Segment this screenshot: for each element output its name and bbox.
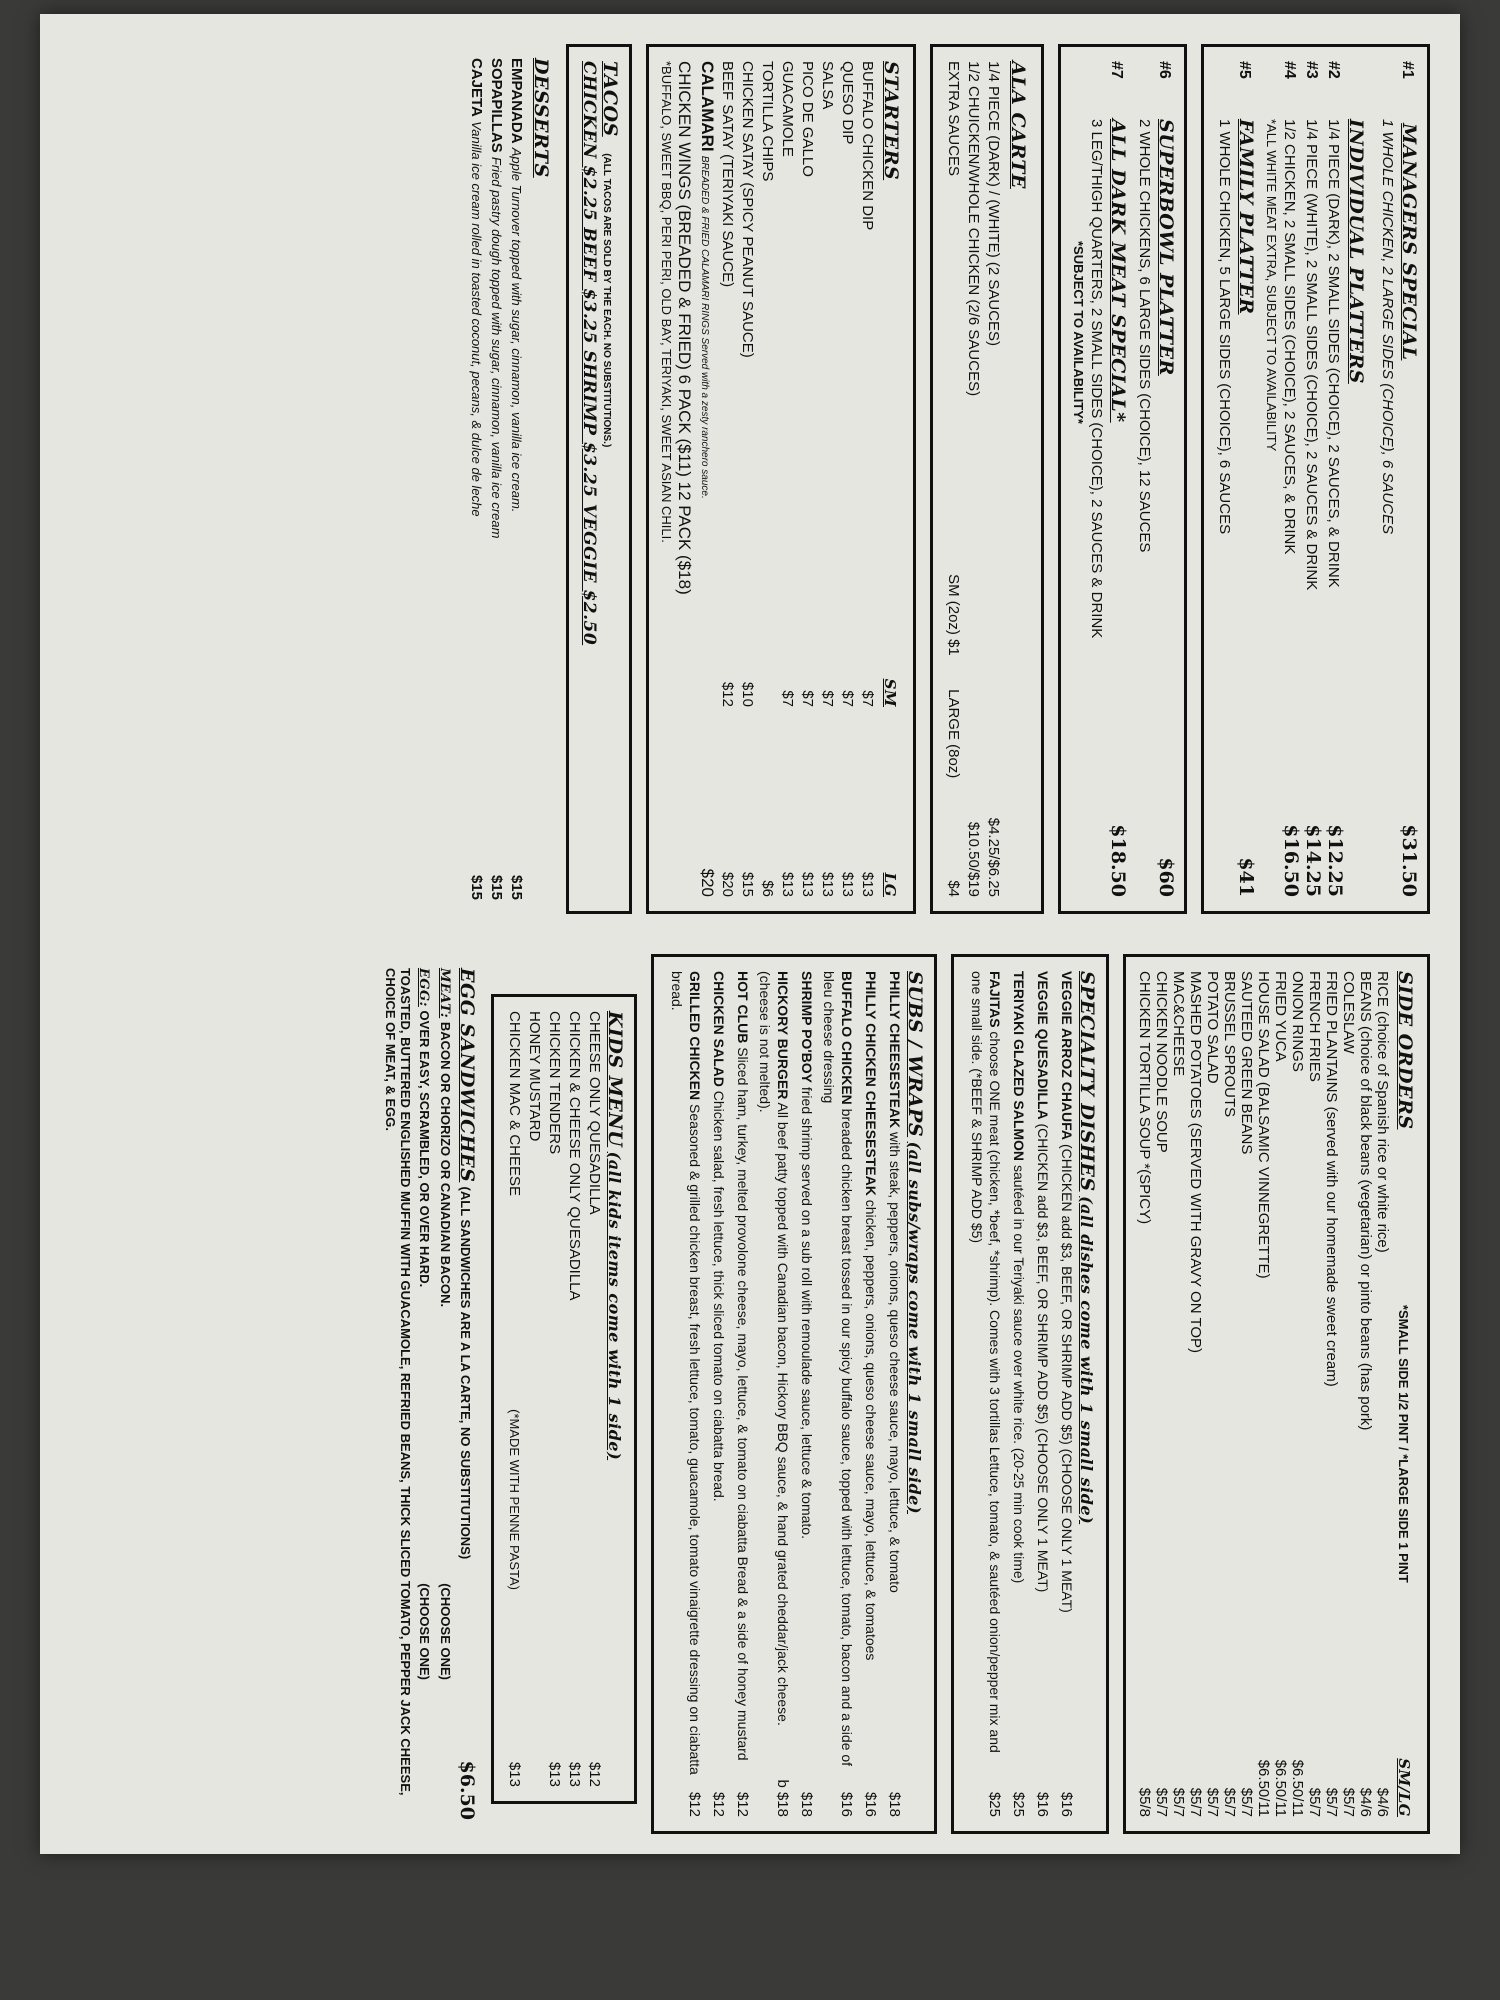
subs-list	[668, 971, 904, 1817]
starter-name: SALSA	[819, 61, 836, 110]
starter-sm-price: $12	[719, 681, 736, 707]
starter-lg-price: $13	[839, 871, 856, 897]
family-desc: 1 WHOLE CHICKEN, 5 LARGE SIDES (CHOICE), 6 SAUCES	[1216, 119, 1233, 535]
sub-row	[860, 971, 880, 1817]
calamari-price: $20	[698, 868, 717, 897]
starter-sm-price: $10	[739, 681, 756, 707]
side-price: $5/7	[1170, 1787, 1187, 1817]
platter-row	[1301, 61, 1323, 897]
side-price: $5/7	[1306, 1787, 1323, 1817]
side-name: FRENCH FRIES	[1306, 971, 1323, 1082]
sub-desc: All beef patty topped with Canadian bacon, Hickory BBQ sauce, & hand grated cheddar/jack cheese. (cheese is not melted).	[757, 971, 791, 1726]
side-price: $4/6	[1374, 1787, 1391, 1817]
dessert-item	[506, 58, 526, 863]
side-price: $5/7	[1238, 1787, 1255, 1817]
starter-row	[837, 61, 857, 897]
specialty-desc: (CHICKEN add $3, BEEF, OR SHRIMP ADD $5) (CHOOSE ONLY 1 MEAT)	[1035, 1123, 1051, 1593]
starter-name: BEEF SATAY (TERIYAKI SAUCE)	[719, 61, 736, 288]
subs-subtitle: (all subs/wraps come with 1 small side)	[905, 1141, 924, 1515]
alacarte-title: ALA CARTE	[1007, 61, 1029, 189]
left-column	[466, 44, 1430, 914]
col-lg: LG	[881, 872, 899, 897]
wings-row: CHICKEN WINGS (BREADED & FRIED) 6 PACK ($11) 12 PACK ($18)	[675, 61, 694, 595]
specialty-name: TERIYAKI GLAZED SALMON	[1011, 971, 1027, 1162]
side-name: CHICKEN TORTILLA SOUP *(SPICY)	[1136, 971, 1153, 1225]
side-price: $5/8	[1136, 1787, 1153, 1817]
sub-row	[820, 971, 856, 1817]
dessert-row	[466, 58, 486, 900]
sub-name: SHRIMP PO'BOY	[799, 971, 815, 1083]
dessert-row	[486, 58, 506, 900]
family-title: FAMILY PLATTER	[1235, 119, 1257, 315]
dessert-row	[506, 58, 526, 900]
sub-row	[708, 971, 728, 1817]
superbowl-platter	[1154, 61, 1176, 897]
sub-name: PHILLY CHICKEN CHEESESTEAK	[863, 971, 879, 1196]
sub-desc: with steak, peppers, onions, queso cheese sauce, mayo, lettuce, & tomato	[887, 1132, 903, 1593]
specialty-row	[1056, 971, 1076, 1817]
sub-price: $16	[862, 1791, 879, 1817]
side-name: POTATO SALAD	[1204, 971, 1221, 1084]
starter-sm-price: $7	[839, 690, 856, 707]
specialty-row	[1008, 971, 1028, 1817]
sub-desc: Sliced ham, turkey, melted provolone cheese, mayo, lettuce, & tomato on ciabatta Bread & a side of honey mustard	[735, 1047, 751, 1761]
specialty-name: VEGGIE QUESADILLA	[1035, 971, 1051, 1120]
dessert-item	[486, 58, 506, 863]
family-price: $41	[1235, 857, 1257, 897]
item-number: #5	[1236, 61, 1253, 79]
col-sm: SM	[881, 678, 899, 707]
alldark-desc: 3 LEG/THIGH QUARTERS, 2 SMALL SIDES (CHOICE), 2 SAUCES & DRINK	[1088, 119, 1105, 639]
dessert-name: EMPANADA	[508, 58, 525, 144]
side-name: FRIED PLANTAINS (served with our homemade sweet cream)	[1323, 971, 1340, 1387]
sub-desc: breaded chicken breast tossed in our spicy buffalo sauce, topped with lettuce, tomato, bacon and a side of bleu cheese dressing	[821, 971, 855, 1767]
platters-box	[1201, 44, 1430, 914]
meat-label: MEAT:	[437, 968, 452, 1019]
platter-desc: 1/4 PIECE (WHITE), 2 SMALL SIDES (CHOICE), 2 SAUCES & DRINK	[1303, 119, 1320, 591]
calamari-name: CALAMARI	[698, 61, 717, 152]
starter-lg-price: $13	[819, 871, 836, 897]
side-row	[1272, 971, 1289, 1817]
subs-title: SUBS / WRAPS	[904, 971, 926, 1138]
tacos-prices: CHICKEN $2.25 BEEF $3.25 SHRIMP $3.25 VEGGIE $2.50	[579, 61, 599, 646]
side-price: $5/7	[1221, 1787, 1238, 1817]
alacarte-name: 1/4 PIECE (DARK) / (WHITE) (2 SAUCES)	[985, 61, 1002, 347]
sub-desc: fried shrimp served on a sub roll with remoulade sauce, lettuce & tomato.	[799, 1086, 815, 1539]
calamari-row	[694, 61, 717, 897]
alldark-special	[1106, 61, 1128, 897]
side-name: RICE (choice of Spanish rice or white rice)	[1374, 971, 1391, 1253]
specialty-subtitle: (all dishes come with 1 small side)	[1077, 1196, 1096, 1525]
side-row	[1136, 971, 1153, 1817]
superbowl-title: SUPERBOWL PLATTER	[1155, 119, 1177, 376]
dessert-name: SOPAPILLAS	[488, 58, 505, 153]
specialty-name: VEGGIE ARROZ CHAUFA	[1059, 971, 1075, 1141]
platter-price: $14.25	[1302, 824, 1324, 897]
starter-sm-price: $7	[779, 690, 796, 707]
calamari-desc: BREADED & FRIED CALAMARI RINGS Served with a zesty ranchero sauce.	[699, 155, 710, 499]
tacos-box	[566, 44, 632, 914]
alacarte-price: $10.50/$19	[965, 821, 982, 897]
managers-title: MANAGERS SPECIAL	[1398, 123, 1420, 361]
dessert-desc: Apple Turnover topped with sugar, cinnamon, vanilla ice cream.	[509, 147, 524, 513]
sub-name: PHILLY CHEESESTEAK	[887, 971, 903, 1129]
sub-item	[756, 971, 792, 1767]
side-name: MASHED POTATOES (SERVED WITH GRAVY ON TOP)	[1187, 971, 1204, 1354]
subs-box	[651, 954, 937, 1834]
starter-lg-price: $6	[759, 880, 776, 897]
platter-note: *ALL WHITE MEAT EXTRA, SUBJECT TO AVAILABILITY	[1264, 119, 1279, 452]
egg-section	[383, 954, 477, 1834]
dessert-price: $15	[488, 874, 505, 900]
egg-header	[455, 968, 477, 1820]
side-name: CHICKEN NOODLE SOUP	[1153, 971, 1170, 1153]
starter-lg-price: $15	[739, 871, 756, 897]
side-row	[1323, 971, 1340, 1817]
family-platter	[1234, 61, 1256, 897]
sub-name: BUFFALO CHICKEN	[839, 971, 855, 1105]
sub-desc: chicken, peppers, onions, queso cheese sauce, mayo, lettuce, & tomatoes	[863, 1199, 879, 1661]
egg-options: OVER EASY, SCRAMBLED, OR OVER HARD.	[417, 1010, 432, 1288]
kids-price: $13	[566, 1761, 583, 1787]
sub-price: $18	[798, 1791, 815, 1817]
dessert-price: $15	[468, 874, 485, 900]
starter-lg-price: $20	[719, 871, 736, 897]
egg-title: EGG SANDWICHES	[456, 968, 478, 1183]
starters-box	[646, 44, 916, 914]
alldark-price: $18.50	[1107, 824, 1129, 897]
kids-name: HONEY MUSTARD	[526, 1011, 543, 1142]
sub-price: $12	[710, 1791, 727, 1817]
menu-paper	[40, 14, 1460, 1854]
sub-price: $18	[886, 1791, 903, 1817]
platter-price: $12.25	[1324, 824, 1346, 897]
starter-row	[817, 61, 837, 897]
dessert-desc: Fried pastry dough topped with sugar, cinnamon, vanilla ice cream	[489, 156, 504, 539]
tacos-note: (ALL TACOS ARE SOLD BY THE EACH. NO SUBSTITUTIONS.)	[601, 153, 612, 448]
specialty-desc: choose ONE meat (chicken, *beef, *shrimp). Comes with 3 tortillas Lettuce, tomato, & sautéed onion/pepper mix and one small side. (*BEEF & SHRIMP ADD $5)	[969, 971, 1003, 1753]
sub-name: GRILLED CHICKEN	[687, 971, 703, 1101]
side-row	[1255, 971, 1272, 1817]
starter-name: GUACAMOLE	[779, 61, 796, 157]
kids-list	[504, 1011, 604, 1787]
desserts-title: DESSERTS	[530, 58, 552, 178]
sub-row	[796, 971, 816, 1817]
starter-name: QUESO DIP	[839, 61, 856, 145]
specialty-title: SPECIALTY DISHES	[1076, 971, 1098, 1192]
meat-options: BACON OR CHORIZO OR CANADIAN BACON.	[438, 1021, 453, 1308]
side-name: HOUSE SALAD (BALSAMIC VINNEGRETTE)	[1255, 971, 1272, 1279]
starter-row	[717, 61, 737, 897]
kids-price: $12	[586, 1761, 603, 1787]
platter-price: $16.50	[1280, 824, 1302, 897]
kids-name: CHICKEN MAC & CHEESE	[506, 1011, 523, 1197]
item-number: #2	[1325, 61, 1342, 79]
starter-lg-price: $13	[859, 871, 876, 897]
kids-box	[491, 994, 637, 1804]
starter-name: CHICKEN SATAY (SPICY PEANUT SAUCE)	[739, 61, 756, 358]
egg-egg-row	[413, 968, 434, 1820]
side-row	[1289, 971, 1306, 1817]
alacarte-row	[943, 61, 963, 897]
side-row	[1204, 971, 1221, 1817]
specialty-price: $25	[1010, 1791, 1027, 1817]
sub-row	[756, 971, 792, 1817]
alacarte-row	[983, 61, 1003, 897]
meat-choose: (CHOOSE ONE)	[438, 1583, 453, 1680]
platter-desc: 1/2 CHICKEN, 2 SMALL SIDES (CHOICE), 2 SAUCES, & DRINK	[1281, 119, 1298, 555]
sub-row	[668, 971, 704, 1817]
specialty-item	[968, 971, 1004, 1780]
kids-row	[524, 1011, 544, 1787]
platter-desc: 1/4 PIECE (DARK), 2 SMALL SIDES (CHOICE), 2 SAUCES, & DRINK	[1325, 119, 1342, 588]
wings-note: *BUFFALO, SWEET BBQ, PERI PERI, OLD BAY, TERIYAKI, SWEET ASIAN CHILI.	[659, 61, 674, 543]
side-row	[1238, 971, 1255, 1817]
side-name: BRUSSEL SPROUTS	[1221, 971, 1238, 1118]
sides-box	[1123, 954, 1430, 1834]
sub-desc: Chicken salad, fresh lettuce, thick sliced tomato on ciabatta bread.	[711, 1090, 727, 1502]
side-price: $4/6	[1357, 1787, 1374, 1817]
specialty-item	[1058, 971, 1076, 1780]
sides-title: SIDE ORDERS	[1394, 971, 1416, 1130]
sub-price: $16	[838, 1791, 855, 1817]
kids-row	[584, 1011, 604, 1787]
desserts-section	[466, 44, 552, 914]
sub-name: HOT CLUB	[735, 971, 751, 1044]
starter-sm-price: $7	[799, 690, 816, 707]
kids-subtitle: (all kids items come with 1 side)	[605, 1151, 624, 1461]
starters-header	[877, 61, 905, 897]
specialty-price: $16	[1058, 1791, 1075, 1817]
dessert-item	[466, 58, 486, 863]
starters-title: STARTERS	[880, 61, 902, 181]
sides-col: SM/LG	[1395, 1758, 1413, 1817]
managers-special	[1397, 61, 1419, 897]
side-name: FRIED YUCA	[1272, 971, 1289, 1062]
starter-row	[777, 61, 797, 897]
right-column	[383, 954, 1430, 1834]
kids-name: CHICKEN & CHEESE ONLY QUESADILLA	[566, 1011, 583, 1301]
side-name: ONION RINGS	[1289, 971, 1306, 1072]
alacarte-price: $4.25/$6.25	[985, 817, 1002, 897]
item-number: #6	[1156, 61, 1173, 79]
side-name: SAUTEED GREEN BEANS	[1238, 971, 1255, 1155]
specialty-name: FAJITAS	[987, 971, 1003, 1028]
sub-price: $12	[686, 1791, 703, 1817]
specialty-row	[1032, 971, 1052, 1817]
starter-row	[857, 61, 877, 897]
side-name: COLESLAW	[1340, 971, 1357, 1054]
kids-name: CHEESE ONLY QUESADILLA	[586, 1011, 603, 1215]
superbowl-box	[1058, 44, 1187, 914]
side-price: $6.50/11	[1255, 1759, 1272, 1817]
side-row	[1170, 971, 1187, 1817]
side-price: $5/7	[1323, 1787, 1340, 1817]
alldark-note: *SUBJECT TO AVAILABILITY*	[1071, 241, 1086, 424]
egg-choose: (CHOOSE ONE)	[417, 1583, 432, 1680]
superbowl-price: $60	[1155, 857, 1177, 897]
item-number: #7	[1108, 61, 1125, 79]
sub-item	[820, 971, 856, 1780]
sub-item	[710, 971, 728, 1780]
managers-desc: 1 WHOLE CHICKEN, 2 LARGE SIDES (CHOICE), 6 SAUCES	[1379, 119, 1396, 535]
starter-sm-price: $7	[819, 690, 836, 707]
sub-price: b $18	[774, 1779, 791, 1817]
sub-item	[668, 971, 704, 1780]
side-price: $5/7	[1187, 1787, 1204, 1817]
alacarte-row	[963, 61, 983, 897]
dessert-list	[466, 58, 526, 900]
specialty-price: $16	[1034, 1791, 1051, 1817]
platter-row	[1323, 61, 1345, 897]
kids-row	[544, 1011, 564, 1787]
alacarte-name: EXTRA SAUCES	[945, 61, 962, 177]
tacos-title: TACOS	[599, 61, 621, 137]
item-number: #3	[1303, 61, 1320, 79]
specialty-box	[951, 954, 1109, 1834]
egg-meat-row	[434, 968, 455, 1820]
side-row	[1340, 971, 1357, 1817]
sub-desc: Seasoned & grilled chicken breast, fresh lettuce, tomato, guacamole, tomato vinaigrette dressing on ciabatta bread.	[669, 971, 703, 1775]
starter-row	[797, 61, 817, 897]
starter-row	[737, 61, 757, 897]
egg-desc: TOASTED, BUTTERED ENGLISHED MUFFIN WITH GUACAMOLE, REFRIED BEANS, THICK SLICED TOMATO, PEPPER JACK CHEESE, CHOICE OF MEAT, & EGG.	[383, 968, 413, 1796]
superbowl-desc: 2 WHOLE CHICKENS, 6 LARGE SIDES (CHOICE), 12 SAUCES	[1136, 119, 1153, 553]
starter-row	[757, 61, 777, 897]
alldark-title: ALL DARK MEAT SPECIAL*	[1107, 119, 1129, 423]
side-row	[1221, 971, 1238, 1817]
managers-desc-row	[1377, 61, 1397, 897]
side-price: $5/7	[1340, 1787, 1357, 1817]
kids-name: CHICKEN TENDERS	[546, 1011, 563, 1155]
side-row	[1357, 971, 1374, 1817]
specialty-list	[968, 971, 1076, 1817]
side-price: $6.50/11	[1272, 1759, 1289, 1817]
sub-item	[734, 971, 752, 1780]
starter-name: PICO DE GALLO	[799, 61, 816, 177]
kids-row	[564, 1011, 584, 1787]
platter-row	[1279, 61, 1301, 897]
side-row	[1153, 971, 1170, 1817]
specialty-desc: sautéed in our Teriyaki sauce over white rice. (20-25 min cook time)	[1011, 1164, 1027, 1584]
sub-name: CHICKEN SALAD	[711, 971, 727, 1087]
alacarte-name: 1/2 CHUICKEN/WHOLE CHICKEN (2/6 SAUCES)	[965, 61, 982, 397]
kids-title: KIDS MENU	[604, 1011, 626, 1148]
sub-item	[886, 971, 904, 1780]
specialty-item	[1034, 971, 1052, 1780]
specialty-item	[1010, 971, 1028, 1780]
starter-name: TORTILLA CHIPS	[759, 61, 776, 182]
egg-label: EGG:	[416, 968, 431, 1007]
sides-size-note: *SMALL SIDE 1/2 PINT / *LARGE SIDE 1 PINT	[1396, 1304, 1411, 1583]
sub-price: $12	[734, 1791, 751, 1817]
sides-header	[1391, 971, 1419, 1817]
item-number: #1	[1399, 61, 1416, 79]
starter-lg-price: $13	[779, 871, 796, 897]
dessert-price: $15	[508, 874, 525, 900]
sub-row	[884, 971, 904, 1817]
side-name: MAC&CHEESE	[1170, 971, 1187, 1077]
sauce-sizes: SM (2oz) $1 LARGE (8oz)	[945, 574, 962, 779]
sub-name: HICKORY BURGER	[775, 971, 791, 1100]
egg-price: $6.50	[456, 1760, 478, 1820]
kids-note: (*MADE WITH PENNE PASTA)	[507, 1409, 522, 1590]
dessert-name: CAJETA	[468, 58, 485, 117]
specialty-row	[968, 971, 1004, 1817]
side-row	[1306, 971, 1323, 1817]
starter-name: BUFFALO CHICKEN DIP	[859, 61, 876, 231]
sub-item	[798, 971, 816, 1780]
specialty-desc: (CHICKEN add $3, BEEF, OR SHRIMP ADD $5) (CHOOSE ONLY 1 MEAT)	[1059, 1143, 1075, 1613]
side-price: $5/7	[1153, 1787, 1170, 1817]
side-row	[1374, 971, 1391, 1817]
alacarte-price: $4	[945, 880, 962, 897]
starter-lg-price: $13	[799, 871, 816, 897]
kids-row	[504, 1011, 524, 1787]
side-name: BEANS (choice of black beans (vegetarian) or pinto beans (has pork)	[1357, 971, 1374, 1431]
item-number: #4	[1281, 61, 1298, 79]
managers-price: $31.50	[1398, 824, 1420, 897]
kids-price: $13	[546, 1761, 563, 1787]
side-price: $6.50/11	[1289, 1759, 1306, 1817]
dessert-desc: Vanilla ice cream rolled in toasted coconut, pecans, & dulce de leche	[469, 121, 484, 517]
sub-row	[732, 971, 752, 1817]
starter-sm-price: $7	[859, 690, 876, 707]
sub-item	[862, 971, 880, 1780]
individual-title: INDIVIDUAL PLATTERS	[1345, 119, 1367, 384]
alacarte-box	[930, 44, 1044, 914]
starter-list	[717, 61, 877, 897]
specialty-price: $25	[986, 1791, 1003, 1817]
side-row	[1187, 971, 1204, 1817]
side-price: $5/7	[1204, 1787, 1221, 1817]
kids-price: $13	[506, 1761, 523, 1787]
egg-note: (ALL SANDWICHES ARE A LA CARTE, NO SUBSTITUTIONS)	[458, 1186, 473, 1560]
sides-list	[1136, 971, 1391, 1817]
